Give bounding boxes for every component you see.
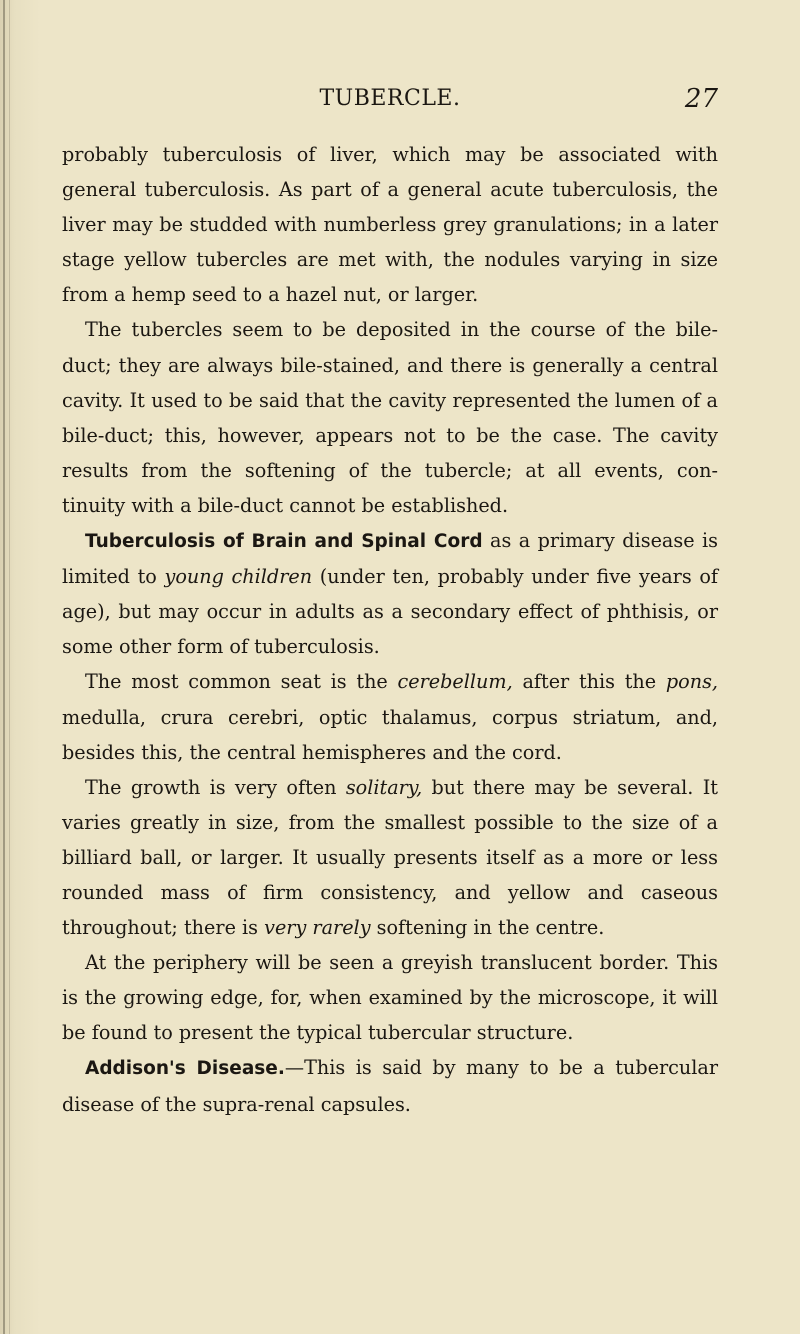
page-header: [62, 86, 718, 120]
text-segment: The tubercles seem to be deposited in the course of the bile-duct; they are always bile-stained, and there is generally a central cavity. It used to be said that the cavity represented the lumen of a bile-duct; this, however, appears not to be the case. The cavity results from the softening of the tubercle; at all events, con- tinuity with a bile-duct cannot be established.: [62, 318, 718, 517]
italic-text: cerebellum,: [397, 670, 513, 694]
text-segment: The most common seat is the: [85, 670, 398, 694]
paragraph: [62, 312, 718, 523]
italic-text: pons,: [665, 670, 719, 694]
paragraph: [62, 523, 718, 664]
italic-text: solitary,: [345, 775, 423, 799]
running-head: TUBERCLE.: [319, 86, 461, 111]
text-segment: softening in the centre.: [370, 916, 605, 940]
text-segment: At the periphery will be seen a greyish translucent border. This is the growing edge, for, when examined by the microscope, it will be found to present the typical tubercular structure.: [62, 951, 718, 1045]
section-heading: Tuberculosis of Brain and Spinal Cord: [85, 531, 483, 553]
body-text: [62, 137, 718, 1122]
page-gutter-shadow: [9, 0, 10, 1334]
text-segment: (under ten, probably under five years of age), but may occur in adults as a secondary effect of phthisis, or some other form of tuberculosis.: [62, 565, 718, 659]
paragraph: [62, 1050, 718, 1121]
paragraph: [62, 770, 718, 945]
page-number: 27: [684, 84, 718, 114]
text-segment: medulla, crura cerebri, optic thalamus, corpus striatum, and, besides this, the central hemispheres and the cord.: [62, 705, 718, 764]
paragraph: [62, 945, 718, 1050]
paragraph: [62, 664, 718, 769]
italic-text: very rarely: [264, 916, 371, 940]
text-segment: probably tuberculosis of liver, which may be associated with general tuberculosis. As part of a general acute tuberculosis, the liver may be studded with numberless grey granulations; in a later stage yellow tubercles are met with, the nodules varying in size from a hemp seed to a hazel nut, or larger.: [62, 143, 718, 307]
text-segment: after this the: [512, 670, 666, 694]
page-gutter-edge: [3, 0, 5, 1334]
italic-text: young children: [164, 565, 313, 589]
text-segment: The growth is very often: [85, 775, 346, 799]
text-segment: as a primary disease is limited to: [62, 529, 718, 589]
section-heading: Addison's Disease.: [85, 1058, 285, 1080]
text-segment: —This is said by many to be a tubercular disease of the supra-renal capsules.: [62, 1056, 718, 1116]
text-segment: but there may be several. It varies greatly in size, from the smallest possible to the size of a billiard ball, or larger. It usually presents itself as a more or less rounded mass of firm consistency, and yellow and caseous throughout; there is: [62, 775, 718, 940]
paragraph: [62, 137, 718, 312]
